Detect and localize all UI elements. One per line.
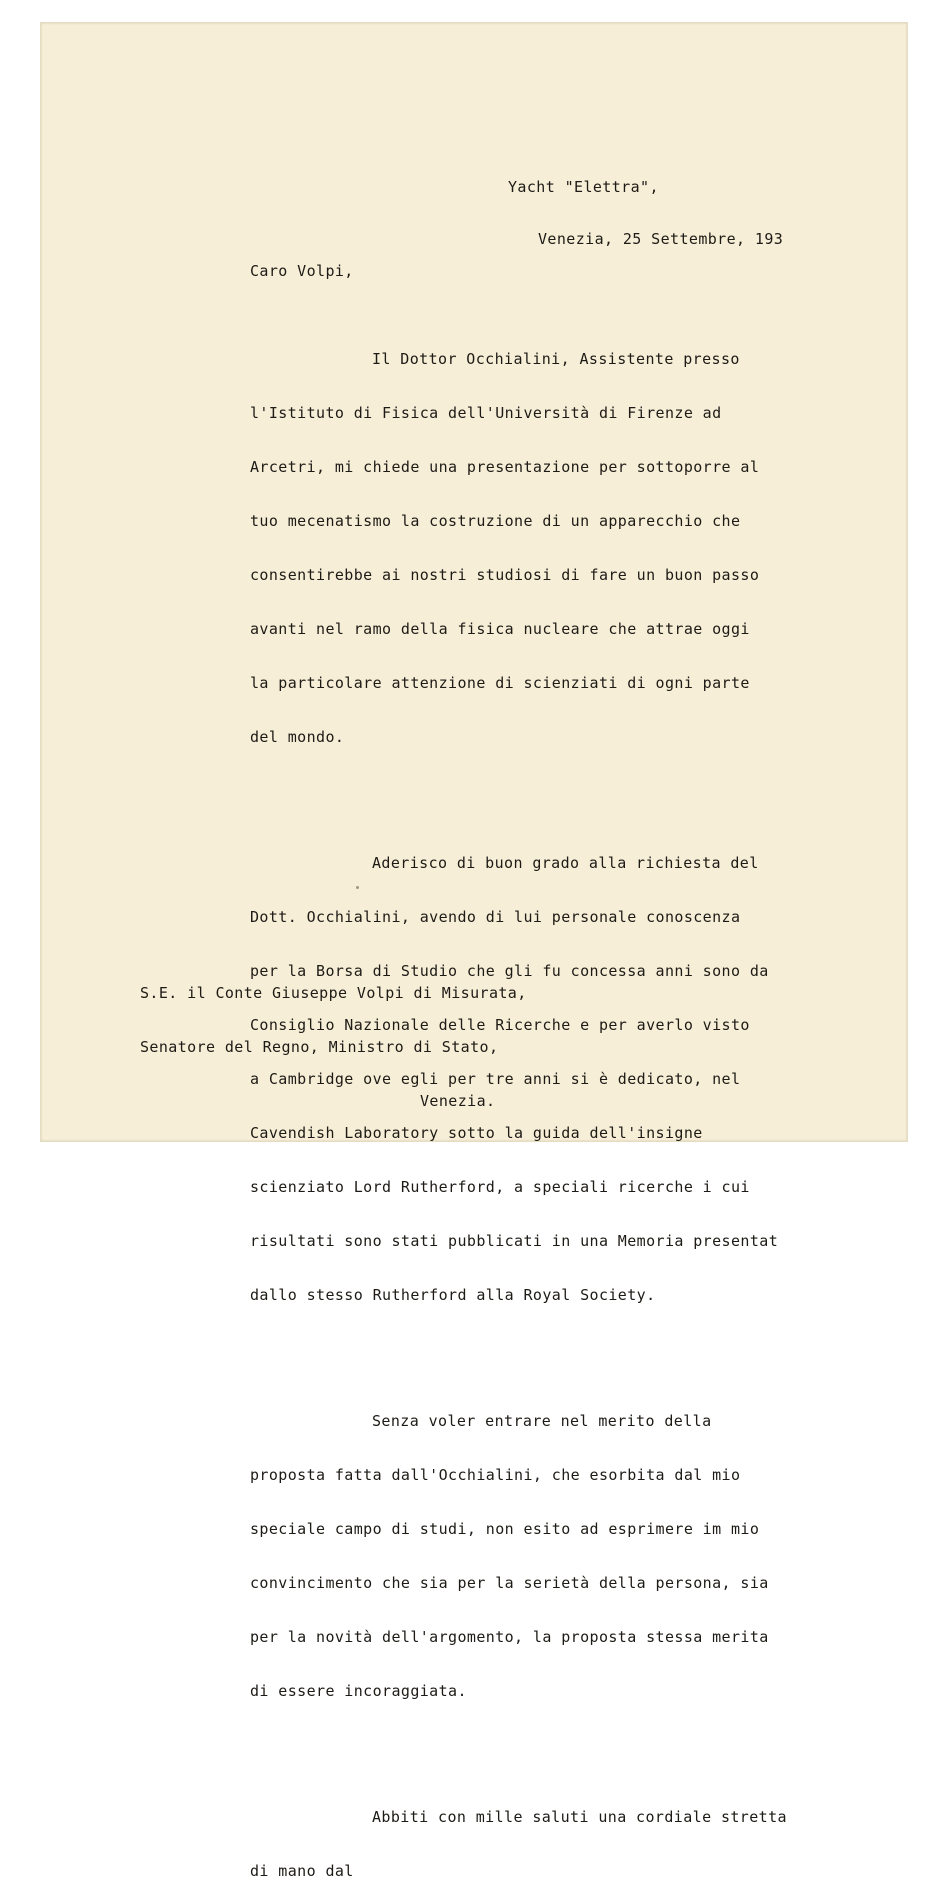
paragraph-3-line: per la novità dell'argomento, la proposta stessa merita	[250, 1628, 769, 1646]
dateline-date: Venezia, 25 Settembre, 193	[538, 230, 784, 248]
paragraph-1-line: Il Dottor Occhialini, Assistente presso	[372, 350, 740, 368]
addressee-title: Senatore del Regno, Ministro di Stato,	[140, 1038, 499, 1056]
paragraph-1-line: la particolare attenzione di scienziati di ogni parte	[250, 674, 750, 692]
paragraph-3-line: proposta fatta dall'Occhialini, che esorbita dal mio	[250, 1466, 741, 1484]
paragraph-2-line: per la Borsa di Studio che gli fu concessa anni sono da	[250, 962, 769, 980]
closing-line: di mano dal	[250, 1862, 354, 1880]
paragraph-1-line: avanti nel ramo della fisica nucleare che attrae oggi	[250, 620, 750, 638]
paragraph-2-line: Consiglio Nazionale delle Ricerche e per averlo visto	[250, 1016, 750, 1034]
paragraph-2-line: dallo stesso Rutherford alla Royal Society.	[250, 1286, 656, 1304]
paragraph-1-line: tuo mecenatismo la costruzione di un apparecchio che	[250, 512, 741, 530]
paragraph-3-line: di essere incoraggiata.	[250, 1682, 467, 1700]
paragraph-3-line: convincimento che sia per la serietà della persona, sia	[250, 1574, 769, 1592]
paragraph-3-line: Senza voler entrare nel merito della	[372, 1412, 712, 1430]
paragraph-3-line: speciale campo di studi, non esito ad esprimere im mio	[250, 1520, 760, 1538]
paragraph-2-line: a Cambridge ove egli per tre anni si è dedicato, nel	[250, 1070, 741, 1088]
paragraph-1-line: del mondo.	[250, 728, 345, 746]
paragraph-2-line: Aderisco di buon grado alla richiesta del	[372, 854, 759, 872]
paragraph-2-line: scienziato Lord Rutherford, a speciali ricerche i cui	[250, 1178, 750, 1196]
dateline	[476, 142, 784, 268]
salutation: Caro Volpi,	[250, 262, 354, 280]
paragraph-1-line: Arcetri, mi chiede una presentazione per sottoporre al	[250, 458, 760, 476]
paragraph-2-line: Cavendish Laboratory sotto la guida dell'insigne	[250, 1124, 703, 1142]
paragraph-2-line: Dott. Occhialini, avendo di lui personale conoscenza	[250, 908, 741, 926]
dateline-vessel: Yacht "Elettra",	[508, 178, 659, 196]
addressee-city: Venezia.	[420, 1092, 496, 1110]
paragraph-2-line: risultati sono stati pubblicati in una Memoria presentat	[250, 1232, 779, 1250]
paper-speck	[356, 886, 359, 889]
paragraph-1-line: l'Istituto di Fisica dell'Università di Firenze ad	[250, 404, 722, 422]
addressee-name: S.E. il Conte Giuseppe Volpi di Misurata,	[140, 984, 527, 1002]
closing-line: Abbiti con mille saluti una cordiale stretta	[372, 1808, 787, 1826]
paragraph-1-line: consentirebbe ai nostri studiosi di fare un buon passo	[250, 566, 760, 584]
addressee-block	[100, 948, 527, 1128]
